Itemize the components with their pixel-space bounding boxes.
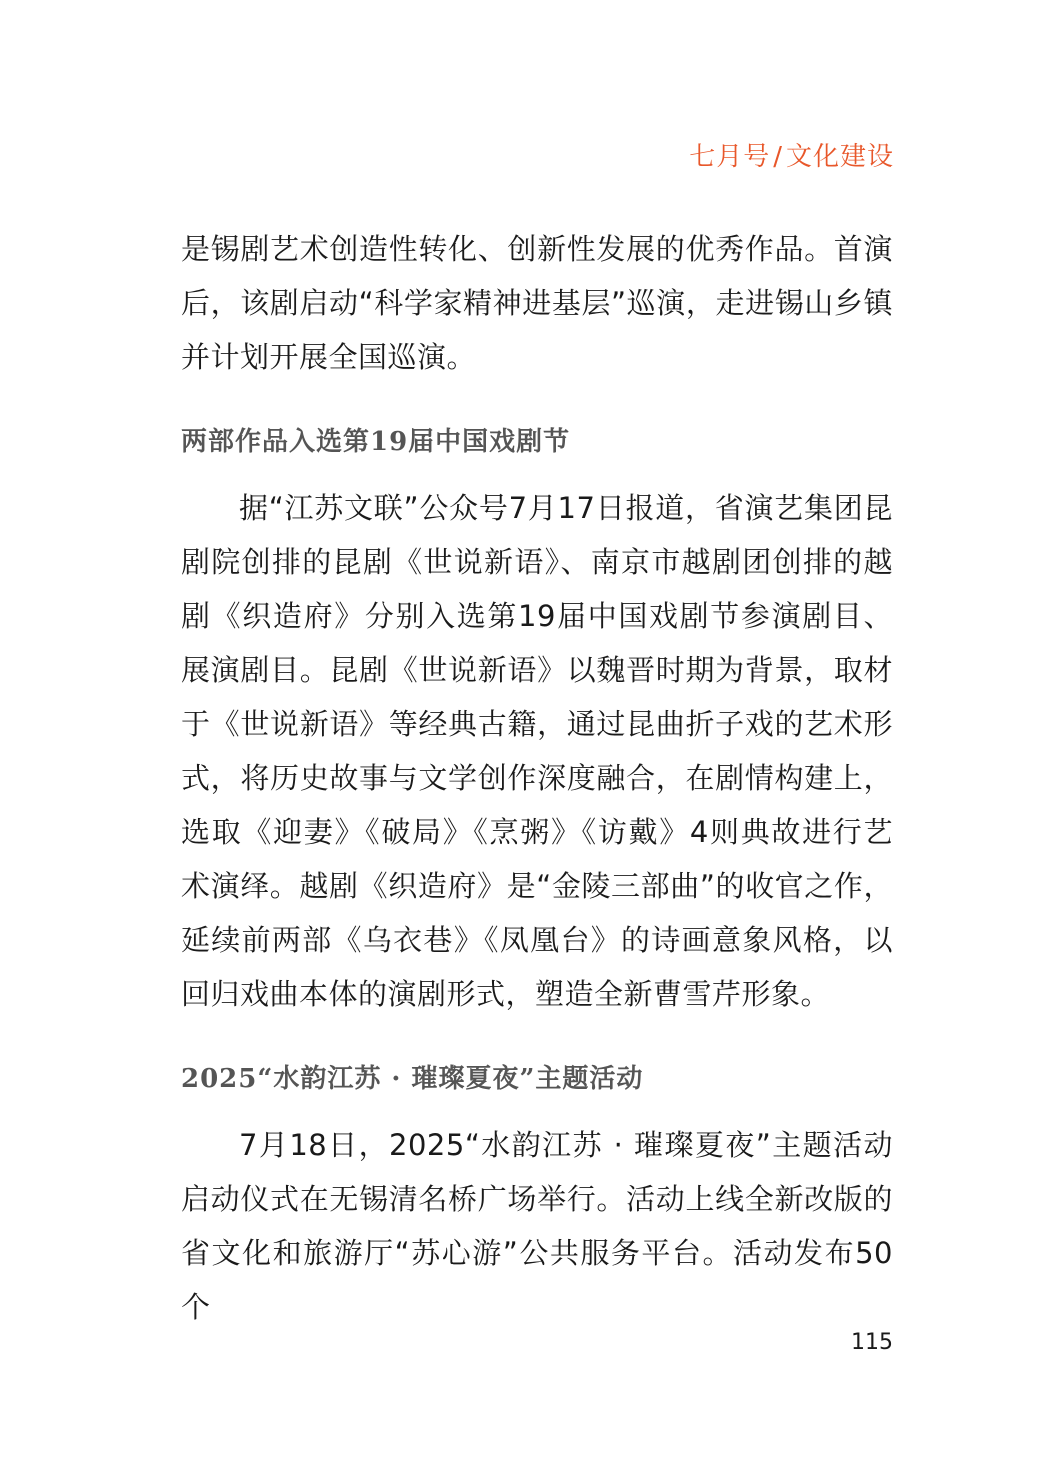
article-body [181, 222, 893, 1334]
paragraph-continued: 是锡剧艺术创造性转化、创新性发展的优秀作品。首演后，该剧启动“科学家精神进基层”巡演，走进锡山乡镇并计划开展全国巡演。 [181, 232, 893, 374]
header-issue: 七月号 [689, 142, 771, 172]
section-spacer [181, 384, 893, 415]
section-spacer [181, 1106, 893, 1118]
running-header [689, 136, 894, 173]
section-title-summer-night: 2025“水韵江苏 · 璀璨夏夜”主题活动 [181, 1064, 644, 1094]
paragraph-drama-festival: 据“江苏文联”公众号7月17日报道，省演艺集团昆剧院创排的昆剧《世说新语》、南京市越剧团创排的越剧《织造府》分别入选第19届中国戏剧节参演剧目、展演剧目。昆剧《世说新语》以魏晋时期为背景，取材于《世说新语》等经典古籍，通过昆曲折子戏的艺术形式，将历史故事与文学创作深度融合，在剧情构建上，选取《迎妻》《破局》《烹粥》《访戴》4则典故进行艺术演绎。越剧《织造府》是“金陵三部曲”的收官之作，延续前两部《乌衣巷》《凤凰台》的诗画意象风格，以回归戏曲本体的演剧形式，塑造全新曹雪芹形象。 [181, 491, 893, 1011]
section-title-drama-festival: 两部作品入选第19届中国戏剧节 [181, 427, 571, 457]
section-spacer [181, 469, 893, 481]
page-number: 115 [851, 1330, 893, 1355]
paragraph-summer-night: 7月18日，2025“水韵江苏 · 璀璨夏夜”主题活动启动仪式在无锡清名桥广场举行。活动上线全新改版的省文化和旅游厅“苏心游”公共服务平台。活动发布50个 [181, 1128, 893, 1324]
section-spacer [181, 1021, 893, 1052]
header-column: 文化建设 [785, 142, 894, 172]
header-separator: / [773, 142, 783, 172]
